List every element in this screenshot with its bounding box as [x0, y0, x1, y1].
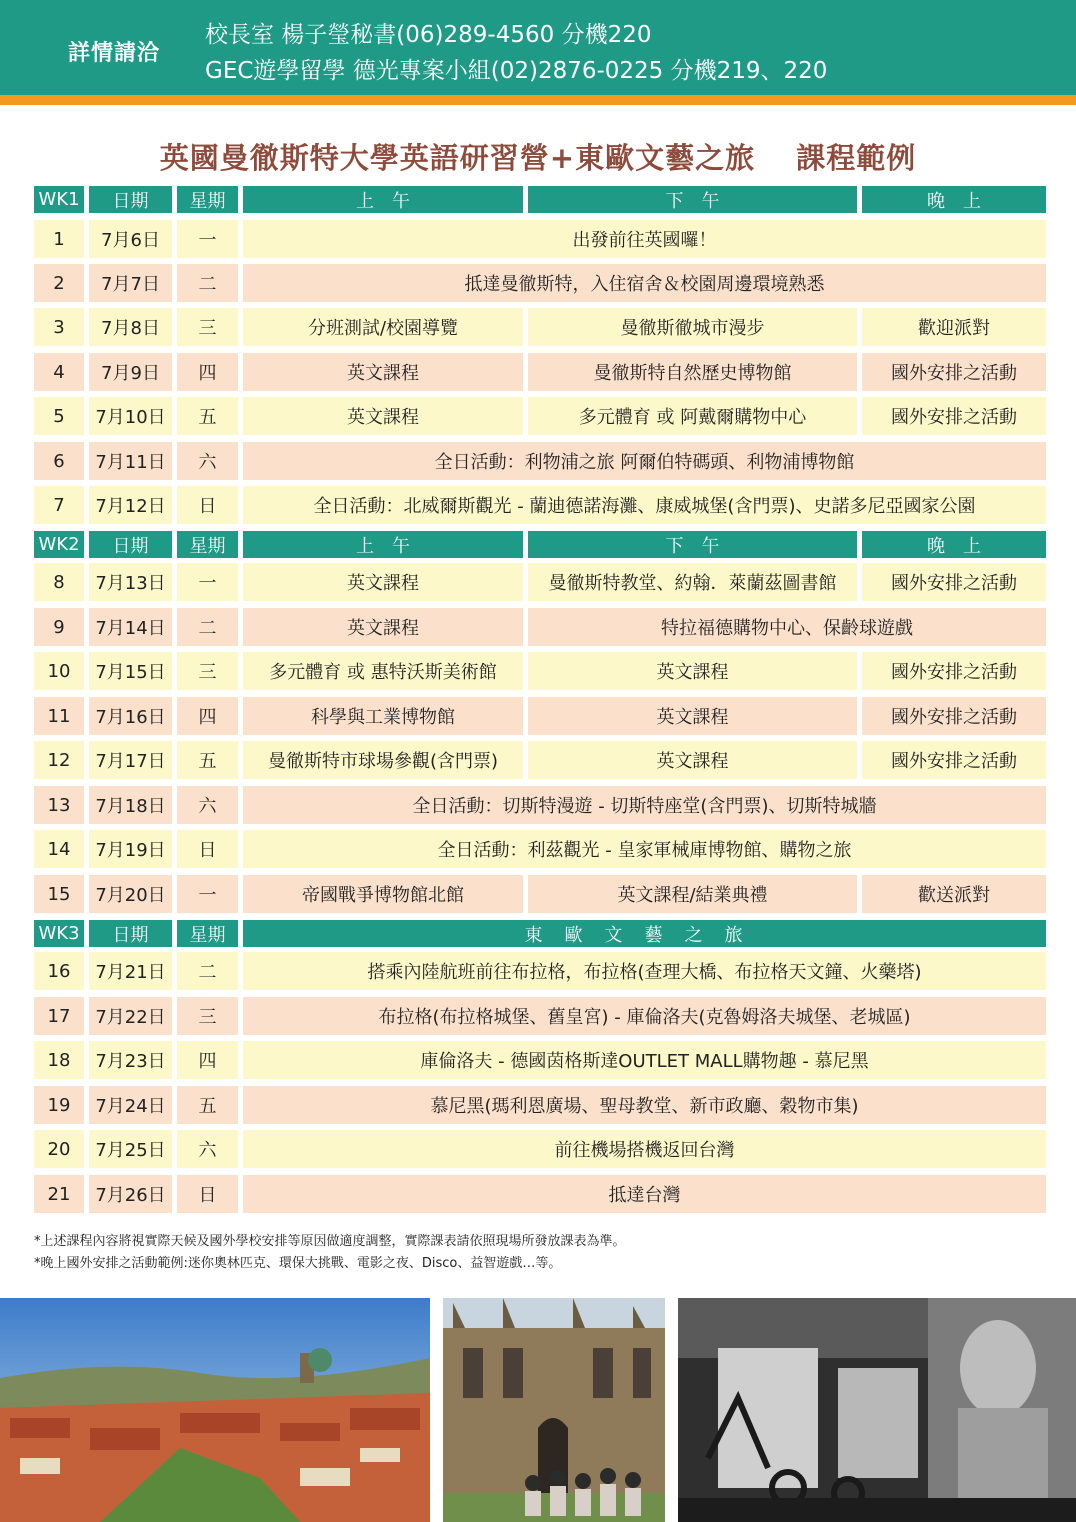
- date-cell: 7月25日: [89, 1130, 172, 1168]
- day-number: 13: [34, 786, 84, 824]
- full-day-activity: 庫倫洛夫 - 德國茵格斯達OUTLET MALL購物趣 - 慕尼黑: [243, 1041, 1046, 1079]
- afternoon-activity: 曼徹斯特教堂、約翰．萊蘭茲圖書館: [528, 563, 857, 601]
- page-title: 英國曼徹斯特大學英語研習營+東歐文藝之旅 課程範例: [159, 141, 917, 175]
- date-cell: 7月10日: [89, 397, 172, 435]
- morning-activity: 英文課程: [243, 563, 523, 601]
- week-label: WK2: [34, 531, 84, 558]
- header-evening: 晚 上: [862, 531, 1046, 558]
- day-number: 5: [34, 397, 84, 435]
- header-weekday: 星期: [177, 531, 238, 558]
- day-number: 17: [34, 997, 84, 1035]
- date-cell: 7月22日: [89, 997, 172, 1035]
- weekday-cell: 三: [177, 652, 238, 690]
- full-day-activity: 出發前往英國囉！: [243, 220, 1046, 258]
- date-cell: 7月9日: [89, 353, 172, 391]
- day-number: 8: [34, 563, 84, 601]
- date-cell: 7月15日: [89, 652, 172, 690]
- afternoon-activity: 英文課程: [528, 652, 857, 690]
- day-number: 1: [34, 220, 84, 258]
- day-number: 11: [34, 697, 84, 735]
- prague-cityscape-photo: [0, 1298, 430, 1522]
- weekday-cell: 六: [177, 1130, 238, 1168]
- footnote-evening-activities: *晚上國外安排之活動範例:迷你奧林匹克、環保大挑戰、電影之夜、Disco、益智遊戲…等。: [34, 1256, 562, 1271]
- afternoon-activity: 多元體育 或 阿戴爾購物中心: [528, 397, 857, 435]
- full-day-activity: 抵達台灣: [243, 1175, 1046, 1213]
- banner-stripe: [0, 95, 1076, 105]
- footnote-schedule: *上述課程內容將視實際天候及國外學校安排等原因做適度調整，實際課表請依照現場所發放課表為準。: [34, 1234, 626, 1249]
- header-date: 日期: [89, 186, 172, 213]
- full-day-activity: 抵達曼徹斯特，入住宿舍＆校園周邊環境熟悉: [243, 264, 1046, 302]
- header-date: 日期: [89, 920, 172, 947]
- evening-activity: 國外安排之活動: [862, 741, 1046, 779]
- weekday-cell: 一: [177, 875, 238, 913]
- evening-activity: 歡迎派對: [862, 308, 1046, 346]
- afternoon-evening-activity: 特拉福德購物中心、保齡球遊戲: [528, 608, 1046, 646]
- date-cell: 7月17日: [89, 741, 172, 779]
- morning-activity: 英文課程: [243, 397, 523, 435]
- full-day-activity: 全日活動：利茲觀光 - 皇家軍械庫博物館、購物之旅: [243, 830, 1046, 868]
- weekday-cell: 六: [177, 442, 238, 480]
- afternoon-activity: 英文課程: [528, 741, 857, 779]
- weekday-cell: 三: [177, 308, 238, 346]
- day-number: 20: [34, 1130, 84, 1168]
- weekday-cell: 四: [177, 1041, 238, 1079]
- header-evening: 晚 上: [862, 186, 1046, 213]
- afternoon-activity: 英文課程/結業典禮: [528, 875, 857, 913]
- evening-activity: 國外安排之活動: [862, 652, 1046, 690]
- date-cell: 7月12日: [89, 486, 172, 524]
- date-cell: 7月18日: [89, 786, 172, 824]
- weekday-cell: 三: [177, 997, 238, 1035]
- date-cell: 7月8日: [89, 308, 172, 346]
- date-cell: 7月16日: [89, 697, 172, 735]
- header-morning: 上 午: [243, 186, 523, 213]
- date-cell: 7月13日: [89, 563, 172, 601]
- header-weekday: 星期: [177, 920, 238, 947]
- day-number: 7: [34, 486, 84, 524]
- weekday-cell: 五: [177, 397, 238, 435]
- weekday-cell: 二: [177, 264, 238, 302]
- day-number: 15: [34, 875, 84, 913]
- morning-activity: 英文課程: [243, 608, 523, 646]
- header-morning: 上 午: [243, 531, 523, 558]
- date-cell: 7月20日: [89, 875, 172, 913]
- full-day-activity: 全日活動：切斯特漫遊 - 切斯特座堂(含門票)、切斯特城牆: [243, 786, 1046, 824]
- war-museum-photo: [678, 1298, 1076, 1522]
- contact-label: 詳情請洽: [68, 41, 161, 66]
- full-day-activity: 前往機場搭機返回台灣: [243, 1130, 1046, 1168]
- evening-activity: 國外安排之活動: [862, 563, 1046, 601]
- day-number: 21: [34, 1175, 84, 1213]
- date-cell: 7月14日: [89, 608, 172, 646]
- week-label: WK3: [34, 920, 84, 947]
- day-number: 18: [34, 1041, 84, 1079]
- date-cell: 7月23日: [89, 1041, 172, 1079]
- full-day-activity: 全日活動：北威爾斯觀光 - 蘭迪德諾海灘、康威城堡(含門票)、史諾多尼亞國家公園: [243, 486, 1046, 524]
- header-afternoon: 下 午: [528, 531, 857, 558]
- evening-activity: 國外安排之活動: [862, 397, 1046, 435]
- day-number: 2: [34, 264, 84, 302]
- date-cell: 7月21日: [89, 952, 172, 990]
- evening-activity: 國外安排之活動: [862, 697, 1046, 735]
- weekday-cell: 五: [177, 741, 238, 779]
- header-eastern-europe-tour: 東歐文藝之旅: [243, 920, 1046, 947]
- date-cell: 7月19日: [89, 830, 172, 868]
- day-number: 3: [34, 308, 84, 346]
- weekday-cell: 五: [177, 1086, 238, 1124]
- day-number: 6: [34, 442, 84, 480]
- morning-activity: 英文課程: [243, 353, 523, 391]
- day-number: 9: [34, 608, 84, 646]
- contact-line-gec: GEC遊學留學 德光專案小組(02)2876-0225 分機219、220: [205, 58, 828, 84]
- morning-activity: 科學與工業博物館: [243, 697, 523, 735]
- full-day-activity: 慕尼黑(瑪利恩廣場、聖母教堂、新市政廳、穀物市集): [243, 1086, 1046, 1124]
- weekday-cell: 二: [177, 608, 238, 646]
- weekday-cell: 日: [177, 830, 238, 868]
- evening-activity: 國外安排之活動: [862, 353, 1046, 391]
- evening-activity: 歡送派對: [862, 875, 1046, 913]
- morning-activity: 分班測試/校園導覽: [243, 308, 523, 346]
- weekday-cell: 日: [177, 1175, 238, 1213]
- manchester-cathedral-photo: [443, 1298, 665, 1522]
- day-number: 14: [34, 830, 84, 868]
- week-label: WK1: [34, 186, 84, 213]
- weekday-cell: 四: [177, 353, 238, 391]
- header-date: 日期: [89, 531, 172, 558]
- afternoon-activity: 曼徹斯徹城市漫步: [528, 308, 857, 346]
- day-number: 12: [34, 741, 84, 779]
- header-afternoon: 下 午: [528, 186, 857, 213]
- full-day-activity: 全日活動：利物浦之旅 阿爾伯特碼頭、利物浦博物館: [243, 442, 1046, 480]
- weekday-cell: 一: [177, 563, 238, 601]
- date-cell: 7月24日: [89, 1086, 172, 1124]
- morning-activity: 曼徹斯特市球場參觀(含門票): [243, 741, 523, 779]
- date-cell: 7月6日: [89, 220, 172, 258]
- full-day-activity: 布拉格(布拉格城堡、舊皇宮) - 庫倫洛夫(克魯姆洛夫城堡、老城區): [243, 997, 1046, 1035]
- morning-activity: 帝國戰爭博物館北館: [243, 875, 523, 913]
- day-number: 4: [34, 353, 84, 391]
- weekday-cell: 六: [177, 786, 238, 824]
- full-day-activity: 搭乘內陸航班前往布拉格，布拉格(查理大橋、布拉格天文鐘、火藥塔): [243, 952, 1046, 990]
- date-cell: 7月11日: [89, 442, 172, 480]
- day-number: 10: [34, 652, 84, 690]
- afternoon-activity: 英文課程: [528, 697, 857, 735]
- header-weekday: 星期: [177, 186, 238, 213]
- date-cell: 7月7日: [89, 264, 172, 302]
- weekday-cell: 四: [177, 697, 238, 735]
- weekday-cell: 日: [177, 486, 238, 524]
- morning-activity: 多元體育 或 惠特沃斯美術館: [243, 652, 523, 690]
- date-cell: 7月26日: [89, 1175, 172, 1213]
- weekday-cell: 二: [177, 952, 238, 990]
- day-number: 16: [34, 952, 84, 990]
- afternoon-activity: 曼徹斯特自然歷史博物館: [528, 353, 857, 391]
- contact-line-principal-office: 校長室 楊子瑩秘書(06)289-4560 分機220: [205, 22, 652, 48]
- day-number: 19: [34, 1086, 84, 1124]
- weekday-cell: 一: [177, 220, 238, 258]
